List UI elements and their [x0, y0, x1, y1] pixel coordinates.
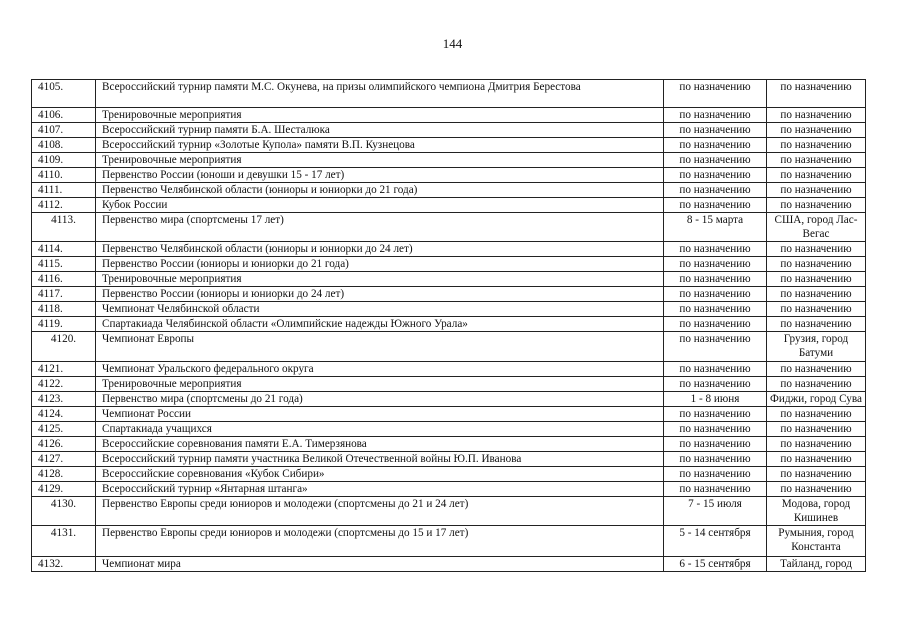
cell-place: по назначению: [767, 362, 866, 377]
table-row: [32, 497, 866, 526]
table-row: [32, 377, 866, 392]
cell-place: по назначению: [767, 287, 866, 302]
cell-name: Всероссийский турнир памяти Б.А. Шесталюка: [96, 123, 664, 138]
cell-num: 4128.: [32, 467, 96, 482]
cell-date: 1 - 8 июня: [664, 392, 767, 407]
cell-place: по назначению: [767, 482, 866, 497]
cell-place: Фиджи, город Сува: [767, 392, 866, 407]
cell-name: Чемпионат Европы: [96, 332, 664, 362]
table-row: [32, 108, 866, 123]
cell-num: 4110.: [32, 168, 96, 183]
table-row: [32, 302, 866, 317]
cell-num: 4112.: [32, 198, 96, 213]
table-row: [32, 80, 866, 108]
cell-date: по назначению: [664, 242, 767, 257]
cell-place: по назначению: [767, 123, 866, 138]
cell-date: по назначению: [664, 108, 767, 123]
table-row: [32, 362, 866, 377]
cell-place: по назначению: [767, 257, 866, 272]
cell-name: Первенство России (юниоры и юниорки до 24 лет): [96, 287, 664, 302]
table-row: [32, 437, 866, 452]
table-row: [32, 168, 866, 183]
cell-name: Чемпионат Челябинской области: [96, 302, 664, 317]
table-row: [32, 452, 866, 467]
table-row: [32, 317, 866, 332]
cell-name: Первенство мира (спортсмены до 21 года): [96, 392, 664, 407]
cell-date: по назначению: [664, 407, 767, 422]
cell-date: по назначению: [664, 80, 767, 108]
cell-num: 4111.: [32, 183, 96, 198]
cell-place: по назначению: [767, 168, 866, 183]
cell-num: 4126.: [32, 437, 96, 452]
cell-date: по назначению: [664, 437, 767, 452]
cell-place: по назначению: [767, 108, 866, 123]
cell-num: 4113.: [32, 213, 96, 242]
cell-name: Спартакиада Челябинской области «Олимпийские надежды Южного Урала»: [96, 317, 664, 332]
cell-place: Модова, город Кишинев: [767, 497, 866, 526]
cell-name: Кубок России: [96, 198, 664, 213]
cell-name: Спартакиада учащихся: [96, 422, 664, 437]
page-number: 144: [442, 36, 463, 51]
cell-date: по назначению: [664, 272, 767, 287]
table-row: [32, 153, 866, 168]
cell-name: Первенство России (юноши и девушки 15 - 17 лет): [96, 168, 664, 183]
events-table-body: [32, 80, 866, 572]
cell-date: по назначению: [664, 153, 767, 168]
cell-name: Тренировочные мероприятия: [96, 272, 664, 287]
cell-date: по назначению: [664, 168, 767, 183]
cell-num: 4106.: [32, 108, 96, 123]
cell-date: по назначению: [664, 482, 767, 497]
cell-place: по назначению: [767, 183, 866, 198]
cell-num: 4120.: [32, 332, 96, 362]
table-row: [32, 272, 866, 287]
cell-name: Первенство Европы среди юниоров и молодежи (спортсмены до 21 и 24 лет): [96, 497, 664, 526]
cell-date: по назначению: [664, 287, 767, 302]
cell-date: по назначению: [664, 362, 767, 377]
table-row: [32, 482, 866, 497]
cell-place: по назначению: [767, 377, 866, 392]
cell-date: по назначению: [664, 138, 767, 153]
cell-num: 4129.: [32, 482, 96, 497]
table-row: [32, 407, 866, 422]
cell-num: 4114.: [32, 242, 96, 257]
cell-name: Всероссийские соревнования памяти Е.А. Тимерзянова: [96, 437, 664, 452]
cell-place: по назначению: [767, 452, 866, 467]
cell-num: 4131.: [32, 526, 96, 557]
cell-name: Всероссийский турнир памяти М.С. Окунева, на призы олимпийского чемпиона Дмитрия Берестова: [96, 80, 664, 108]
cell-name: Первенство России (юниоры и юниорки до 21 года): [96, 257, 664, 272]
table-row: [32, 257, 866, 272]
cell-num: 4132.: [32, 557, 96, 572]
cell-name: Тренировочные мероприятия: [96, 153, 664, 168]
table-row: [32, 422, 866, 437]
cell-place: по назначению: [767, 272, 866, 287]
cell-name: Всероссийский турнир «Янтарная штанга»: [96, 482, 664, 497]
cell-num: 4107.: [32, 123, 96, 138]
cell-date: по назначению: [664, 317, 767, 332]
table-row: [32, 213, 866, 242]
cell-place: США, город Лас-Вегас: [767, 213, 866, 242]
table-row: [32, 183, 866, 198]
cell-date: по назначению: [664, 198, 767, 213]
cell-place: Грузия, город Батуми: [767, 332, 866, 362]
table-row: [32, 242, 866, 257]
table-row: [32, 123, 866, 138]
cell-date: по назначению: [664, 257, 767, 272]
cell-place: Тайланд, город: [767, 557, 866, 572]
cell-name: Всероссийский турнир «Золотые Купола» памяти В.П. Кузнецова: [96, 138, 664, 153]
table-row: [32, 392, 866, 407]
table-row: [32, 557, 866, 572]
table-row: [32, 526, 866, 557]
cell-num: 4130.: [32, 497, 96, 526]
cell-name: Всероссийский турнир памяти участника Великой Отечественной войны Ю.П. Иванова: [96, 452, 664, 467]
cell-date: по назначению: [664, 377, 767, 392]
cell-date: по назначению: [664, 123, 767, 138]
cell-place: по назначению: [767, 422, 866, 437]
cell-name: Первенство Челябинской области (юниоры и юниорки до 21 года): [96, 183, 664, 198]
cell-num: 4116.: [32, 272, 96, 287]
cell-num: 4122.: [32, 377, 96, 392]
cell-name: Чемпионат мира: [96, 557, 664, 572]
cell-num: 4119.: [32, 317, 96, 332]
cell-date: по назначению: [664, 467, 767, 482]
cell-num: 4123.: [32, 392, 96, 407]
cell-name: Тренировочные мероприятия: [96, 377, 664, 392]
cell-num: 4109.: [32, 153, 96, 168]
cell-place: по назначению: [767, 153, 866, 168]
cell-date: 5 - 14 сентября: [664, 526, 767, 557]
cell-num: 4125.: [32, 422, 96, 437]
cell-name: Первенство Челябинской области (юниоры и юниорки до 24 лет): [96, 242, 664, 257]
cell-num: 4124.: [32, 407, 96, 422]
cell-num: 4118.: [32, 302, 96, 317]
cell-date: по назначению: [664, 452, 767, 467]
cell-date: по назначению: [664, 302, 767, 317]
cell-place: по назначению: [767, 242, 866, 257]
cell-date: 6 - 15 сентября: [664, 557, 767, 572]
cell-place: по назначению: [767, 317, 866, 332]
cell-place: по назначению: [767, 437, 866, 452]
cell-num: 4115.: [32, 257, 96, 272]
cell-name: Чемпионат России: [96, 407, 664, 422]
cell-name: Первенство мира (спортсмены 17 лет): [96, 213, 664, 242]
cell-date: по назначению: [664, 422, 767, 437]
cell-place: по назначению: [767, 467, 866, 482]
cell-place: по назначению: [767, 138, 866, 153]
cell-name: Всероссийские соревнования «Кубок Сибири»: [96, 467, 664, 482]
events-table: [31, 79, 866, 572]
cell-name: Тренировочные мероприятия: [96, 108, 664, 123]
cell-date: по назначению: [664, 183, 767, 198]
cell-date: 7 - 15 июля: [664, 497, 767, 526]
cell-name: Чемпионат Уральского федерального округа: [96, 362, 664, 377]
cell-num: 4121.: [32, 362, 96, 377]
cell-place: по назначению: [767, 407, 866, 422]
cell-num: 4117.: [32, 287, 96, 302]
cell-place: по назначению: [767, 302, 866, 317]
table-row: [32, 138, 866, 153]
table-row: [32, 287, 866, 302]
cell-name: Первенство Европы среди юниоров и молодежи (спортсмены до 15 и 17 лет): [96, 526, 664, 557]
table-row: [32, 332, 866, 362]
cell-place: Румыния, город Константа: [767, 526, 866, 557]
cell-place: по назначению: [767, 198, 866, 213]
cell-num: 4108.: [32, 138, 96, 153]
cell-num: 4127.: [32, 452, 96, 467]
cell-place: по назначению: [767, 80, 866, 108]
table-row: [32, 198, 866, 213]
table-row: [32, 467, 866, 482]
cell-date: 8 - 15 марта: [664, 213, 767, 242]
cell-date: по назначению: [664, 332, 767, 362]
cell-num: 4105.: [32, 80, 96, 108]
